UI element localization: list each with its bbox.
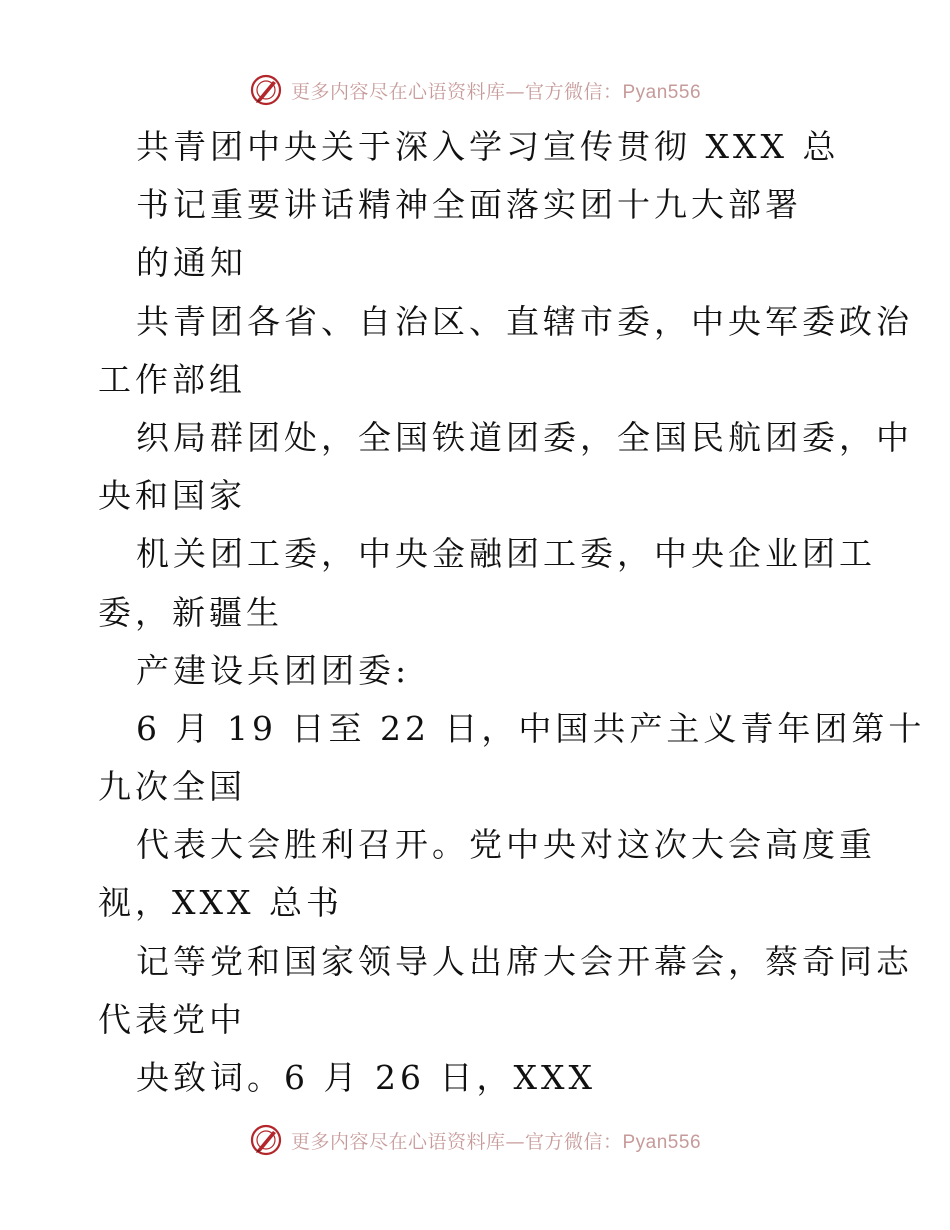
- text-line: 记等党和国家领导人出席大会开幕会，蔡奇同志: [136, 941, 913, 981]
- text-line: 产建设兵团团委:: [136, 650, 411, 690]
- banner-text: [291, 77, 701, 104]
- text-line: 机关团工委，中央金融团工委，中央企业团工: [136, 534, 876, 574]
- header-banner: [0, 70, 950, 110]
- text-line: 视，XXX 总书: [98, 883, 343, 923]
- wechat-id: Pyan556: [622, 1131, 702, 1153]
- title-line-1: 共青团中央关于深入学习宣传贯彻 XXX 总: [136, 127, 840, 166]
- title-line-2: 书记重要讲话精神全面落实团十九大部署: [136, 185, 802, 225]
- title-line-3: 的通知: [136, 243, 247, 283]
- text-line: 织局群团处，全国铁道团委，全国民航团委，中: [136, 417, 913, 457]
- text-line: 九次全国: [98, 767, 246, 807]
- document-body: [98, 118, 926, 1107]
- brush-pen-logo-icon: [249, 1123, 283, 1157]
- banner-slogan: 更多内容尽在心语资料库—官方微信：: [290, 80, 623, 103]
- banner-slogan: 更多内容尽在心语资料库—官方微信：: [290, 1130, 623, 1153]
- banner-text: [291, 1127, 701, 1154]
- text-line: 工作部组: [98, 359, 246, 399]
- text-line: 央和国家: [98, 476, 246, 516]
- text-line: 委，新疆生: [98, 592, 283, 632]
- wechat-id: Pyan556: [622, 81, 702, 103]
- brush-pen-logo-icon: [249, 73, 283, 107]
- text-line: 代表党中: [98, 999, 246, 1039]
- text-line: 6 月 19 日至 22 日，中国共产主义青年团第十: [136, 708, 926, 748]
- text-line: 代表大会胜利召开。党中央对这次大会高度重: [136, 825, 876, 865]
- footer-banner: [0, 1120, 950, 1160]
- text-line: 共青团各省、自治区、直辖市委，中央军委政治: [136, 301, 913, 341]
- text-line: 央致词。6 月 26 日，XXX: [136, 1058, 596, 1097]
